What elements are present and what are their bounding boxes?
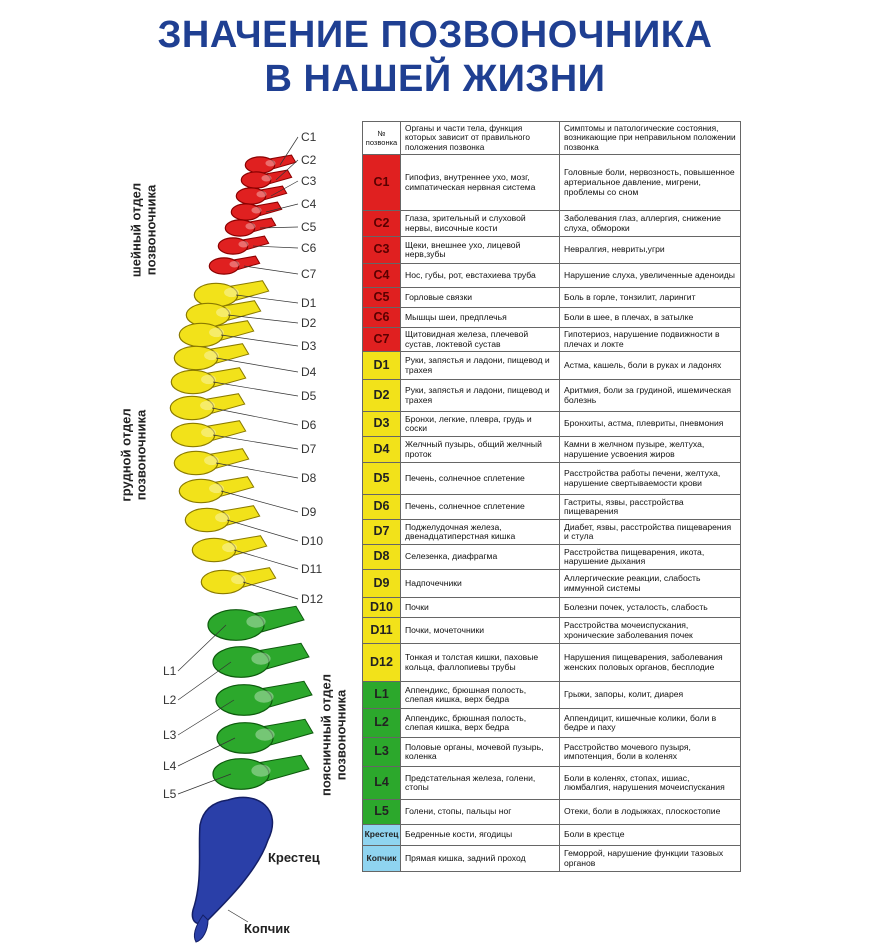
vertebra-label: D3 <box>301 339 317 353</box>
organs-cell: Аппендикс, брюшная полость, слепая кишка, верх бедра <box>401 682 560 709</box>
vertebra-code-cell: D12 <box>363 644 401 682</box>
sacrum-label: Крестец <box>268 850 320 865</box>
leader-line <box>213 435 298 449</box>
table-row <box>363 437 741 463</box>
table-row <box>363 412 741 437</box>
table-row <box>363 545 741 570</box>
organs-cell: Мышцы шеи, предплечья <box>401 308 560 328</box>
organs-cell: Надпочечники <box>401 570 560 598</box>
organs-cell: Поджелудочная железа, двенадцатиперстная кишка <box>401 520 560 545</box>
table-row <box>363 211 741 237</box>
symptoms-cell: Нарушения пищеварения, заболевания женских половых органов, бесплодие <box>560 644 741 682</box>
thoracic-vertebra-highlight <box>204 351 219 360</box>
vertebra-label: D1 <box>301 296 317 310</box>
table-row <box>363 846 741 872</box>
table-row <box>363 264 741 288</box>
vertebra-label: C5 <box>301 220 317 234</box>
vertebra-code-cell: C2 <box>363 211 401 237</box>
thoracic-vertebra-highlight <box>200 401 215 410</box>
symptoms-cell: Расстройства мочеиспускания, хронические заболевания почек <box>560 618 741 644</box>
organs-cell: Печень, солнечное сплетение <box>401 463 560 495</box>
symptoms-cell: Болезни почек, усталость, слабость <box>560 598 741 618</box>
leader-line <box>221 335 298 346</box>
vertebra-label: D7 <box>301 442 317 456</box>
lumbar-vertebra-highlight <box>246 615 265 627</box>
organs-cell: Щитовидная железа, плечевой сустав, локтевой сустав <box>401 328 560 352</box>
symptoms-cell: Расстройство мочевого пузыря, импотенция, боли в коленях <box>560 738 741 767</box>
vertebra-code-cell: D4 <box>363 437 401 463</box>
cervical-vertebra-highlight <box>229 261 239 267</box>
sacrum-shape <box>192 797 272 923</box>
vertebra-code-cell: D7 <box>363 520 401 545</box>
organs-cell: Голени, стопы, пальцы ног <box>401 800 560 825</box>
organs-cell: Щеки, внешнее ухо, лицевой нерв,зубы <box>401 237 560 264</box>
organs-cell: Бедренные кости, ягодицы <box>401 825 560 846</box>
leader-line <box>213 382 298 396</box>
symptoms-cell: Расстройства работы печени, желтуха, нарушение свертываемости крови <box>560 463 741 495</box>
vertebra-code-cell: C3 <box>363 237 401 264</box>
organs-cell: Тонкая и толстая кишки, паховые кольца, фаллопиевы трубы <box>401 644 560 682</box>
organs-cell: Печень, солнечное сплетение <box>401 495 560 520</box>
symptoms-cell: Гастриты, язвы, расстройства пищеварения <box>560 495 741 520</box>
thoracic-section-label: грудной отделпозвоночника <box>118 408 149 502</box>
table-row <box>363 682 741 709</box>
vertebra-label: C1 <box>301 130 317 144</box>
cervical-vertebra-highlight <box>265 160 275 166</box>
thoracic-vertebra-highlight <box>201 375 216 384</box>
vertebra-code-cell: C7 <box>363 328 401 352</box>
table-row <box>363 618 741 644</box>
table-row <box>363 825 741 846</box>
table-row <box>363 288 741 308</box>
table-row <box>363 767 741 800</box>
symptoms-cell: Расстройства пищеварения, икота, нарушение дыхания <box>560 545 741 570</box>
vertebra-code-cell: C4 <box>363 264 401 288</box>
vertebra-label: C2 <box>301 153 317 167</box>
vertebra-label: L4 <box>163 759 177 773</box>
symptoms-cell: Боли в крестце <box>560 825 741 846</box>
thoracic-vertebra-highlight <box>224 288 239 297</box>
symptoms-cell: Аллергические реакции, слабость иммунной системы <box>560 570 741 598</box>
organs-cell: Прямая кишка, задний проход <box>401 846 560 872</box>
vertebra-label: D6 <box>301 418 317 432</box>
leader-line <box>234 550 298 569</box>
vertebra-label: D12 <box>301 592 324 606</box>
thoracic-vertebra-highlight <box>216 308 231 317</box>
organs-cell: Руки, запястья и ладони, пищевод и трахея <box>401 352 560 380</box>
table-row <box>363 800 741 825</box>
table-row <box>363 570 741 598</box>
lumbar-section-label: поясничный отделпозвоночника <box>318 674 349 796</box>
vertebra-code-cell: L1 <box>363 682 401 709</box>
organs-cell: Почки, мочеточники <box>401 618 560 644</box>
symptoms-cell: Камни в желчном пузыре, желтуха, нарушение усвоения жиров <box>560 437 741 463</box>
table-row <box>363 709 741 738</box>
vertebra-label: D8 <box>301 471 317 485</box>
page-title-line1: ЗНАЧЕНИЕ ПОЗВОНОЧНИКА <box>157 14 713 56</box>
spine-table <box>362 121 741 872</box>
table-row <box>363 328 741 352</box>
vertebra-code-cell: D3 <box>363 412 401 437</box>
organs-cell: Желчный пузырь, общий желчный проток <box>401 437 560 463</box>
table-row <box>363 308 741 328</box>
organs-cell: Горловые связки <box>401 288 560 308</box>
symptoms-cell: Геморрой, нарушение функции тазовых органов <box>560 846 741 872</box>
leader-line <box>244 266 298 274</box>
cervical-vertebra-highlight <box>251 207 261 213</box>
symptoms-cell: Заболевания глаз, аллергия, снижение слуха, обмороки <box>560 211 741 237</box>
vertebra-code-cell: Крестец <box>363 825 401 846</box>
table-row <box>363 352 741 380</box>
cervical-vertebra-highlight <box>238 241 248 247</box>
vertebra-code-cell: D1 <box>363 352 401 380</box>
vertebra-code-cell: D11 <box>363 618 401 644</box>
vertebra-label: L2 <box>163 693 177 707</box>
vertebra-label: C4 <box>301 197 317 211</box>
vertebra-label: D2 <box>301 316 317 330</box>
symptoms-cell: Астма, кашель, боли в руках и ладонях <box>560 352 741 380</box>
leader-line <box>212 408 298 425</box>
vertebra-code-cell: C1 <box>363 155 401 211</box>
vertebra-code-cell: C6 <box>363 308 401 328</box>
thoracic-vertebra-highlight <box>215 513 230 522</box>
organs-cell: Глаза, зрительный и слуховой нервы, височные кости <box>401 211 560 237</box>
vertebra-code-cell: D2 <box>363 380 401 412</box>
vertebra-code-cell: L3 <box>363 738 401 767</box>
symptoms-cell: Боли в коленях, стопах, ишиас, люмбалгия, нарушения мочеиспускания <box>560 767 741 800</box>
spine-figure <box>108 110 358 945</box>
vertebra-label: D5 <box>301 389 317 403</box>
vertebra-label: D9 <box>301 505 317 519</box>
table-row <box>363 598 741 618</box>
header-organs: Органы и части тела, функция которых зависит от правильного положения позвонка <box>401 122 560 155</box>
lumbar-vertebra-highlight <box>251 652 270 664</box>
symptoms-cell: Нарушение слуха, увеличенные аденоиды <box>560 264 741 288</box>
spine-illustration <box>108 110 358 945</box>
cervical-vertebra-highlight <box>261 175 271 181</box>
vertebra-label: L1 <box>163 664 177 678</box>
coccyx-label: Копчик <box>244 921 290 936</box>
vertebra-label: L5 <box>163 787 177 801</box>
vertebra-label: D4 <box>301 365 317 379</box>
organs-cell: Половые органы, мочевой пузырь, коленка <box>401 738 560 767</box>
symptoms-cell: Гипотериоз, нарушение подвижности в плечах и локте <box>560 328 741 352</box>
organs-cell: Нос, губы, рот, евстахиева труба <box>401 264 560 288</box>
table-row <box>363 237 741 264</box>
vertebra-code-cell: D6 <box>363 495 401 520</box>
table-row <box>363 520 741 545</box>
page-title-line2: В НАШЕЙ ЖИЗНИ <box>264 58 606 100</box>
symptoms-cell: Аппендицит, кишечные колики, боли в бедре и паху <box>560 709 741 738</box>
thoracic-vertebra-highlight <box>231 575 246 584</box>
vertebra-label: D11 <box>301 562 323 576</box>
vertebra-code-cell: D10 <box>363 598 401 618</box>
lumbar-vertebra-highlight <box>254 690 273 702</box>
vertebra-code-cell: Копчик <box>363 846 401 872</box>
organs-cell: Почки <box>401 598 560 618</box>
organs-cell: Предстательная железа, голени, стопы <box>401 767 560 800</box>
header-code: № позвонка <box>363 122 401 155</box>
vertebra-label: C3 <box>301 174 317 188</box>
leader-line <box>243 582 298 599</box>
symptoms-cell: Невралгия, невриты,угри <box>560 237 741 264</box>
thoracic-vertebra-highlight <box>201 428 216 437</box>
symptoms-cell: Бронхиты, астма, плевриты, пневмония <box>560 412 741 437</box>
leader-line <box>227 520 298 541</box>
vertebra-code-cell: L4 <box>363 767 401 800</box>
table-row <box>363 380 741 412</box>
table-row <box>363 155 741 211</box>
leader-line <box>253 246 298 248</box>
vertebra-code-cell: D8 <box>363 545 401 570</box>
organs-cell: Руки, запястья и ладони, пищевод и трахея <box>401 380 560 412</box>
vertebra-label: L3 <box>163 728 177 742</box>
table-row <box>363 738 741 767</box>
organs-cell: Селезенка, диафрагма <box>401 545 560 570</box>
table-row <box>363 644 741 682</box>
organs-cell: Бронхи, легкие, плевра, грудь и соски <box>401 412 560 437</box>
leader-line <box>216 463 298 478</box>
vertebra-code-cell: D9 <box>363 570 401 598</box>
symptoms-cell: Боли в шее, в плечах, в затылке <box>560 308 741 328</box>
thoracic-vertebra-highlight <box>209 484 224 493</box>
table-row <box>363 463 741 495</box>
lumbar-vertebra-highlight <box>251 764 270 776</box>
vertebra-label: C7 <box>301 267 317 281</box>
symptoms-cell: Грыжи, запоры, колит, диарея <box>560 682 741 709</box>
vertebra-label: D10 <box>301 534 324 548</box>
vertebra-label: C6 <box>301 241 317 255</box>
symptoms-cell: Головные боли, нервозность, повышенное артериальное давление, мигрени, проблемы со сном <box>560 155 741 211</box>
lumbar-vertebra-highlight <box>255 728 274 740</box>
table-header-row <box>363 122 741 155</box>
thoracic-vertebra-highlight <box>222 543 237 552</box>
symptoms-cell: Диабет, язвы, расстройства пищеварения и стула <box>560 520 741 545</box>
thoracic-vertebra-highlight <box>204 456 219 465</box>
organs-cell: Аппендикс, брюшная полость, слепая кишка, верх бедра <box>401 709 560 738</box>
vertebra-code-cell: L2 <box>363 709 401 738</box>
thoracic-vertebra-highlight <box>209 328 224 337</box>
cervical-vertebra-highlight <box>245 223 255 229</box>
symptoms-cell: Боль в горле, тонзилит, ларингит <box>560 288 741 308</box>
vertebra-code-cell: L5 <box>363 800 401 825</box>
symptoms-cell: Аритмия, боли за грудиной, ишемическая болезнь <box>560 380 741 412</box>
cervical-section-label: шейный отделпозвоночника <box>128 182 159 278</box>
header-symptoms: Симптомы и патологические состояния, возникающие при неправильном положении позвонка <box>560 122 741 155</box>
symptoms-cell: Отеки, боли в лодыжках, плоскостопие <box>560 800 741 825</box>
table-row <box>363 495 741 520</box>
vertebra-code-cell: C5 <box>363 288 401 308</box>
cervical-vertebra-highlight <box>256 191 266 197</box>
vertebra-code-cell: D5 <box>363 463 401 495</box>
organs-cell: Гипофиз, внутреннее ухо, мозг, симпатическая нервная система <box>401 155 560 211</box>
